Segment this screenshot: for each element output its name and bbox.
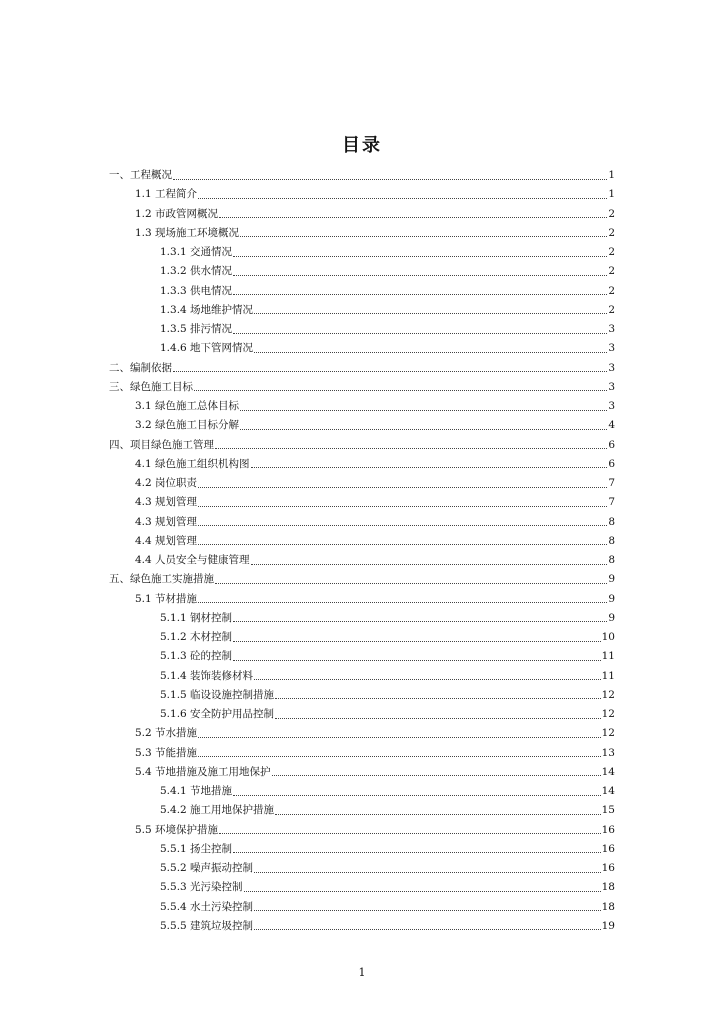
toc-entry[interactable] [109, 378, 615, 397]
toc-entry-page: 6 [608, 457, 615, 470]
toc-entry-label: 5.2 节水措施 [135, 727, 198, 740]
toc-entry-page: 1 [608, 169, 615, 181]
toc-entry[interactable] [109, 590, 615, 609]
toc-entry-label: 1.3.2 供水情况 [160, 265, 233, 278]
toc-leader-dots [233, 640, 601, 642]
toc-leader-dots [275, 697, 601, 699]
toc-leader-dots [240, 235, 607, 237]
toc-leader-dots [251, 466, 608, 468]
toc-entry-page: 15 [601, 804, 615, 817]
toc-leader-dots [254, 678, 601, 680]
toc-entry-label: 5.1.2 木材控制 [160, 631, 233, 643]
toc-entry-label: 5.4 节地措施及施工用地保护 [135, 765, 271, 778]
toc-leader-dots [254, 312, 607, 314]
toc-entry-label: 4.4 人员安全与健康管理 [135, 554, 250, 566]
toc-leader-dots [254, 909, 601, 911]
toc-entry-page: 9 [608, 611, 615, 624]
toc-entry[interactable] [109, 224, 615, 243]
toc-entry[interactable] [109, 570, 615, 589]
toc-entry[interactable] [109, 744, 615, 763]
toc-leader-dots [198, 505, 607, 507]
toc-leader-dots [233, 659, 601, 661]
toc-entry[interactable] [109, 628, 615, 647]
toc-entry[interactable] [109, 359, 615, 378]
toc-entry-page: 16 [601, 823, 615, 836]
toc-entry-label: 5.5.2 噪声振动控制 [160, 862, 254, 874]
toc-entry[interactable] [109, 782, 615, 801]
toc-entry-label: 5.5.5 建筑垃圾控制 [160, 919, 254, 932]
toc-entry-page: 11 [601, 650, 615, 663]
toc-entry-page: 3 [608, 400, 615, 412]
toc-entry[interactable] [109, 455, 615, 474]
toc-entry[interactable] [109, 609, 615, 628]
toc-entry-label: 1.3 现场施工环境概况 [135, 226, 240, 239]
toc-leader-dots [215, 582, 607, 584]
toc-leader-dots [244, 890, 601, 892]
toc-entry-page: 8 [608, 515, 615, 528]
toc-leader-dots [215, 447, 607, 449]
toc-leader-dots [198, 601, 607, 603]
toc-entry-label: 5.4.2 施工用地保护措施 [160, 804, 275, 817]
toc-leader-dots [198, 543, 607, 545]
table-of-contents [109, 166, 615, 936]
toc-entry[interactable] [109, 878, 615, 897]
toc-entry-label: 1.3.3 供电情况 [160, 284, 233, 297]
toc-entry-page: 18 [601, 881, 615, 894]
toc-entry-page: 3 [608, 342, 615, 355]
toc-entry[interactable] [109, 339, 615, 358]
toc-entry-label: 1.1 工程简介 [135, 188, 198, 201]
toc-leader-dots [198, 486, 607, 488]
toc-entry[interactable] [109, 898, 615, 917]
toc-entry[interactable] [109, 551, 615, 570]
toc-entry-label: 5.1.3 砼的控制 [160, 650, 233, 663]
toc-leader-dots [198, 755, 601, 757]
toc-entry-page: 12 [601, 708, 615, 720]
toc-entry-label: 4.4 规划管理 [135, 534, 198, 547]
toc-entry[interactable] [109, 686, 615, 705]
toc-entry-page: 13 [601, 746, 615, 759]
toc-leader-dots [219, 832, 601, 834]
toc-entry-page: 2 [608, 226, 615, 239]
toc-entry-label: 五、绿色施工实施措施 [109, 573, 214, 586]
toc-entry[interactable] [109, 262, 615, 281]
toc-leader-dots [233, 851, 601, 853]
toc-leader-dots [240, 428, 607, 430]
toc-leader-dots [272, 774, 601, 776]
toc-leader-dots [254, 351, 607, 353]
toc-entry[interactable] [109, 320, 615, 339]
toc-entry[interactable] [109, 532, 615, 551]
toc-entry-page: 3 [608, 361, 615, 374]
toc-leader-dots [198, 197, 607, 199]
toc-leader-dots [173, 178, 607, 180]
toc-entry-label: 5.4.1 节地措施 [160, 785, 233, 797]
toc-entry-page: 2 [608, 207, 615, 220]
toc-entry-label: 5.3 节能措施 [135, 746, 198, 759]
toc-entry-page: 18 [601, 900, 615, 913]
toc-entry[interactable] [109, 513, 615, 532]
toc-entry-label: 3.1 绿色施工总体目标 [135, 400, 240, 412]
toc-leader-dots [233, 620, 607, 622]
toc-leader-dots [254, 928, 601, 930]
toc-entry-label: 5.1 节材措施 [135, 592, 198, 605]
toc-entry-page: 2 [608, 284, 615, 297]
toc-entry-label: 4.2 岗位职责 [135, 477, 198, 489]
toc-entry[interactable] [109, 724, 615, 743]
toc-entry-label: 5.5 环境保护措施 [135, 823, 219, 836]
toc-entry-label: 1.3.5 排污情况 [160, 323, 233, 335]
toc-entry-page: 16 [601, 842, 615, 855]
toc-entry-label: 二、编制依据 [109, 361, 172, 374]
toc-entry[interactable] [109, 166, 615, 185]
toc-entry[interactable] [109, 763, 615, 782]
toc-title: 目录 [342, 135, 382, 156]
toc-entry-page: 2 [608, 303, 615, 316]
toc-entry-label: 5.1.4 装饰装修材料 [160, 669, 254, 682]
toc-entry[interactable] [109, 667, 615, 686]
toc-entry[interactable] [109, 397, 615, 416]
toc-entry[interactable] [109, 705, 615, 724]
toc-entry-page: 12 [601, 688, 615, 701]
toc-entry-page: 11 [601, 669, 615, 682]
toc-entry[interactable] [109, 917, 615, 936]
toc-entry[interactable] [109, 859, 615, 878]
toc-entry-page: 10 [601, 631, 615, 643]
toc-entry-label: 5.5.4 水土污染控制 [160, 900, 254, 913]
toc-leader-dots [198, 524, 607, 526]
toc-entry-page: 16 [601, 862, 615, 874]
toc-leader-dots [233, 293, 607, 295]
toc-entry-label: 一、工程概况 [109, 169, 172, 181]
toc-entry-page: 19 [601, 919, 615, 932]
toc-entry-label: 3.2 绿色施工目标分解 [135, 419, 240, 432]
toc-leader-dots [275, 717, 601, 719]
toc-entry-page: 12 [601, 727, 615, 740]
toc-entry-page: 4 [608, 419, 615, 432]
toc-leader-dots [173, 370, 607, 372]
toc-entry-label: 1.3.1 交通情况 [160, 246, 233, 258]
toc-leader-dots [233, 255, 607, 257]
toc-entry[interactable] [109, 840, 615, 859]
toc-entry-label: 四、项目绿色施工管理 [109, 438, 214, 451]
toc-entry-label: 5.1.5 临设设施控制措施 [160, 688, 275, 701]
toc-leader-dots [233, 794, 601, 796]
toc-entry-page: 14 [601, 765, 615, 778]
toc-leader-dots [275, 813, 601, 815]
toc-entry-page: 1 [608, 188, 615, 201]
toc-entry-label: 1.3.4 场地维护情况 [160, 303, 254, 316]
toc-entry-page: 7 [608, 496, 615, 509]
toc-entry[interactable] [109, 282, 615, 301]
toc-entry[interactable] [109, 493, 615, 512]
toc-entry-page: 9 [608, 573, 615, 586]
toc-entry-page: 14 [601, 785, 615, 797]
toc-entry-page: 6 [608, 438, 615, 451]
toc-entry[interactable] [109, 416, 615, 435]
toc-leader-dots [251, 563, 608, 565]
toc-entry-label: 4.3 规划管理 [135, 496, 198, 509]
toc-entry-page: 9 [608, 592, 615, 605]
toc-leader-dots [254, 871, 601, 873]
toc-entry[interactable] [109, 801, 615, 820]
toc-entry[interactable] [109, 243, 615, 262]
toc-leader-dots [198, 736, 601, 738]
toc-entry[interactable] [109, 821, 615, 840]
toc-entry[interactable] [109, 647, 615, 666]
toc-entry-page: 7 [608, 477, 615, 489]
toc-leader-dots [194, 389, 607, 391]
toc-entry-page: 2 [608, 265, 615, 278]
toc-entry[interactable] [109, 301, 615, 320]
toc-entry-label: 5.5.3 光污染控制 [160, 881, 243, 894]
toc-entry-page: 3 [608, 323, 615, 335]
toc-entry[interactable] [109, 474, 615, 493]
toc-leader-dots [233, 274, 607, 276]
toc-leader-dots [233, 332, 607, 334]
toc-entry-page: 8 [608, 554, 615, 566]
toc-leader-dots [219, 216, 607, 218]
toc-entry[interactable] [109, 185, 615, 204]
toc-leader-dots [240, 409, 607, 411]
page-number: 1 [358, 966, 366, 979]
toc-entry-label: 1.4.6 地下管网情况 [160, 342, 254, 355]
toc-entry-label: 5.5.1 扬尘控制 [160, 842, 233, 855]
toc-entry-label: 4.3 规划管理 [135, 515, 198, 528]
toc-entry[interactable] [109, 205, 615, 224]
toc-entry-page: 2 [608, 246, 615, 258]
toc-entry-label: 5.1.6 安全防护用品控制 [160, 708, 275, 720]
toc-entry-label: 1.2 市政管网概况 [135, 207, 219, 220]
toc-entry[interactable] [109, 436, 615, 455]
toc-entry-label: 4.1 绿色施工组织机构图 [135, 457, 250, 470]
toc-entry-page: 8 [608, 534, 615, 547]
toc-entry-label: 三、绿色施工目标 [109, 380, 193, 393]
toc-entry-label: 5.1.1 钢材控制 [160, 611, 233, 624]
toc-entry-page: 3 [608, 380, 615, 393]
